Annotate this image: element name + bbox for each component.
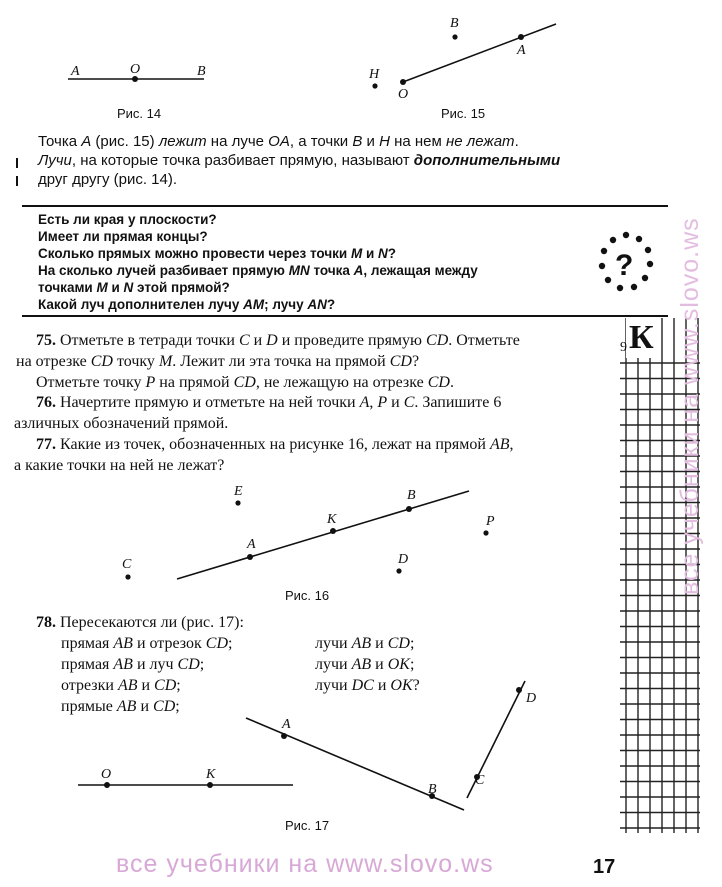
question-dots-icon	[590, 230, 670, 300]
watermark-bottom: все учебники на www.slovo.ws	[116, 850, 494, 878]
exercise-78: 78. Пересекаются ли (рис. 17):	[36, 614, 244, 631]
question-2: Имеет ли прямая концы?	[38, 229, 208, 244]
label-o: O	[398, 87, 409, 102]
exercise-78-item: отрезки AB и CD;	[61, 677, 181, 694]
point-k	[207, 782, 213, 788]
question-5: точками M и N этой прямой?	[38, 280, 230, 295]
figure-17	[60, 680, 560, 820]
point-d	[396, 568, 401, 573]
point-d	[516, 687, 522, 693]
label-k: K	[206, 767, 216, 782]
question-1: Есть ли края у плоскости?	[38, 212, 217, 227]
caption-fig-14: Рис. 14	[117, 106, 162, 121]
label-o: O	[130, 62, 141, 77]
label-d: D	[398, 552, 409, 567]
label-b: B	[407, 488, 416, 503]
margin-k-letter: К	[626, 318, 657, 358]
label-c: C	[475, 773, 485, 788]
margin-mark	[16, 176, 18, 186]
page-number: 17	[593, 856, 616, 878]
point-b	[452, 34, 457, 39]
point-h	[372, 83, 377, 88]
label-k: K	[327, 512, 337, 527]
figure-14	[68, 62, 206, 82]
exercise-number: 78.	[36, 614, 56, 631]
point-a	[518, 34, 524, 40]
definition-line-1: Точка A (рис. 15) лежит на луче OA, а точки B и H на нем не лежат.	[38, 133, 519, 150]
exercise-78-item: лучи AB и OK;	[315, 656, 415, 673]
caption-fig-17: Рис. 17	[285, 818, 330, 833]
point-b	[406, 506, 412, 512]
definition-line-2: Лучи, на которые точка разбивает прямую, называют дополнительными	[38, 152, 561, 169]
point-a	[281, 733, 287, 739]
label-o: O	[101, 767, 112, 782]
definitions-block	[38, 132, 638, 189]
margin-fragment: 9	[620, 340, 627, 355]
question-mark-text: ?	[615, 249, 634, 282]
figure-15	[368, 16, 556, 102]
label-a: A	[517, 43, 526, 58]
point-o	[400, 79, 406, 85]
exercise-76: 76. Начертите прямую и отметьте на ней точки A, P и C. Запишите 6 азличных обозначений прямой.	[14, 394, 502, 432]
questions-block	[38, 211, 578, 313]
exercise-78-item: прямые AB и CD;	[61, 698, 180, 715]
label-c: C	[122, 557, 132, 572]
question-3: Сколько прямых можно провести через точки M и N?	[38, 246, 397, 261]
label-d: D	[526, 691, 537, 706]
point-c	[125, 574, 130, 579]
label-h: H	[369, 67, 380, 82]
definition-line-3: друг другу (рис. 14).	[38, 171, 178, 188]
figures-14-15	[0, 0, 700, 130]
point-e	[235, 500, 240, 505]
exercise-78-item: лучи DC и OK?	[315, 677, 420, 694]
exercise-78-item: лучи AB и CD;	[315, 635, 415, 652]
label-a: A	[282, 717, 291, 732]
figure-16	[100, 478, 520, 588]
label-a: A	[71, 64, 80, 79]
point-a	[247, 554, 253, 560]
caption-fig-16: Рис. 16	[285, 588, 330, 603]
exercise-78-item: прямая AB и луч CD;	[61, 656, 205, 673]
label-p: P	[486, 514, 495, 529]
margin-mark	[16, 158, 18, 168]
question-6: Какой луч дополнителен лучу AM; лучу AN?	[38, 297, 336, 312]
watermark-vertical	[662, 80, 722, 600]
exercise-75: 75. Отметьте в тетради точки C и D и проведите прямую CD. Отметьте на отрезке CD точку M. Лежит ли эта точка на прямой CD? Отметьте точку P на прямой CD, не лежащую на отрезке CD.	[16, 332, 520, 391]
watermark-vertical-text: все учебники на www.slovo.ws	[676, 217, 704, 595]
exercise-number: 76.	[36, 394, 56, 411]
exercise-number: 77.	[36, 436, 56, 453]
label-b: B	[450, 16, 459, 31]
exercise-number: 75.	[36, 332, 56, 349]
label-a: A	[247, 537, 256, 552]
exercise-77: 77. Какие из точек, обозначенных на рисунке 16, лежат на прямой AB, а какие точки на ней не лежат?	[14, 436, 514, 474]
question-4: На сколько лучей разбивает прямую MN точка A, лежащая между	[38, 263, 478, 278]
label-e: E	[234, 484, 243, 499]
exercise-78-item: прямая AB и отрезок CD;	[61, 635, 233, 652]
caption-fig-15: Рис. 15	[441, 106, 486, 121]
rule-top	[22, 205, 668, 207]
point-k	[330, 528, 336, 534]
rule-bottom	[22, 315, 668, 317]
point-p	[483, 530, 488, 535]
point-o	[104, 782, 110, 788]
label-b: B	[197, 64, 206, 79]
label-b: B	[428, 782, 437, 797]
